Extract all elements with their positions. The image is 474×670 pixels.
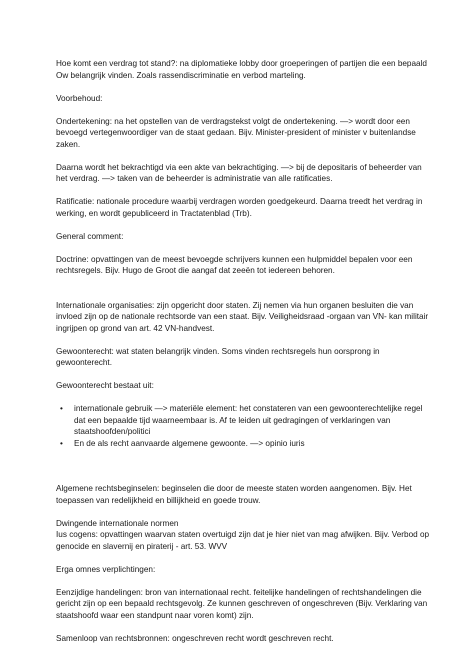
paragraph-internationale-organisaties: Internationale organisaties: zijn opgericht door staten. Zij nemen via hun organen besluiten die van invloed zijn op de nationale rechtsorde van een staat. Bijv. Veiligheidsraad -orgaan van VN- kan militair ingrijpen op grond van art. 42 VN-handvest. [56, 300, 429, 333]
paragraph-ius-cogens: Ius cogens: opvattingen waarvan staten overtuigd zijn dat je hier niet van mag afwijken. Bijv. Verbod op genocide en slavernij en piraterij - art. 53. WVV [56, 530, 430, 551]
paragraph-ondertekening: Ondertekening: na het opstellen van de verdragstekst volgt de ondertekening. —> wordt door een bevoegd vertegenwoordiger van de staat gedaan. Bijv. Minister-president of minister v buitenlandse zaken. [56, 116, 416, 149]
paragraph-verdrag: Hoe komt een verdrag tot stand?: na diplomatieke lobby door groeperingen of partijen die een bepaald Ow belangrijk vinden. Zoals rassendiscriminatie en verbod marteling. [56, 59, 427, 80]
bullet-icon: • [60, 404, 63, 413]
paragraph-samenloop: Samenloop van rechtsbronnen: ongeschreven recht wordt geschreven recht. [56, 633, 334, 643]
paragraph-voorbehoud: Voorbehoud: [56, 93, 103, 103]
paragraph-doctrine: Doctrine: opvattingen van de meest bevoegde schrijvers kunnen een hulpmiddel bepalen voor een rechtsregels. Bijv. Hugo de Groot die aangaf dat zeeën tot iedereen behoren. [56, 254, 413, 275]
list-item-text: En de als recht aanvaarde algemene gewoonte. —> opinio iuris [74, 438, 305, 448]
paragraph-dwingende-normen-heading: Dwingende internationale normen [56, 518, 179, 528]
paragraph-algemene-rechtsbeginselen: Algemene rechtsbeginselen: beginselen die door de meeste staten worden aangenomen. Bijv. Het toepassen van redelijkheid en billijkheid en goede trouw. [56, 484, 412, 505]
paragraph-ratificatie: Ratificatie: nationale procedure waarbij verdragen worden goedgekeurd. Daarna treedt het verdrag in werking, en wordt gepubliceerd in Tractatenblad (Trb). [56, 197, 423, 218]
paragraph-erga-omnes: Erga omnes verplichtingen: [56, 564, 156, 574]
bullet-icon: • [60, 438, 63, 448]
list-item [56, 403, 430, 438]
paragraph-general-comment: General comment: [56, 231, 124, 241]
paragraph-eenzijdige-handelingen: Eenzijdige handelingen: bron van internationaal recht. feitelijke handelingen of rechtshandelingen die gericht zijn op een bepaald rechtsgevolg. Ze kunnen geschreven of ongeschreven (Bijv. Verklaring van staatshoofd waar een standpunt naar voren komt) zijn. [56, 587, 428, 620]
paragraph-bekrachtiging: Daarna wordt het bekrachtigd via een akte van bekrachtiging. —> bij de depositaris of beheerder van het verdrag. —> taken van de beheerder is administratie van alle ratificaties. [56, 162, 422, 183]
paragraph-gewoonterecht: Gewoonterecht: wat staten belangrijk vinden. Soms vinden rechtsregels hun oorsprong in gewoonterecht. [56, 346, 380, 367]
paragraph-gewoonterecht-bestaat-uit: Gewoonterecht bestaat uit: [56, 381, 154, 390]
list-item [56, 438, 430, 450]
list-item-text: internationale gebruik —> materiële element: het constateren van een gewoonterechtelijke regel dat een bepaalde tijd waarneembaar is. Af te leiden uit gedragingen of verklaringen van staatshoofden/politici [74, 404, 423, 436]
bullet-list [56, 403, 430, 449]
